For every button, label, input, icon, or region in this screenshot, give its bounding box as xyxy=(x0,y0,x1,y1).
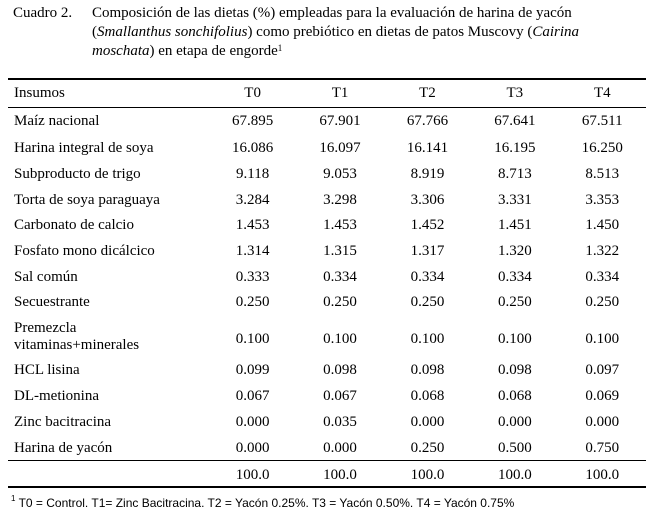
table-cell: 0.100 xyxy=(323,331,357,348)
ingredient-name: Sal común xyxy=(14,268,78,285)
column-header: T1 xyxy=(331,85,349,101)
table-cell: 0.098 xyxy=(410,362,445,379)
table-cell: 8.513 xyxy=(585,166,620,183)
footnote-mark: 1 xyxy=(11,494,16,503)
diet-composition-table xyxy=(8,80,646,489)
table-cell: 0.000 xyxy=(410,413,445,430)
table-cell: 1.320 xyxy=(497,243,532,260)
table-cell: 0.099 xyxy=(235,362,270,379)
table-cell: 0.250 xyxy=(410,294,445,311)
column-header: T2 xyxy=(419,85,436,101)
total-cell: 100.0 xyxy=(497,467,532,484)
total-cell: 100.0 xyxy=(585,467,620,484)
table-cell: 1.315 xyxy=(323,243,357,260)
table-cell: 0.100 xyxy=(497,331,532,348)
table-row xyxy=(8,213,646,239)
ingredient-name: Secuestrante xyxy=(14,294,90,311)
table-cell: 0.500 xyxy=(497,440,532,457)
table-cell: 0.098 xyxy=(323,362,357,379)
table-cell: 67.511 xyxy=(581,113,623,129)
table-cell: 0.100 xyxy=(235,331,270,348)
table-cell: 16.195 xyxy=(494,140,536,157)
table-cell: 3.331 xyxy=(497,191,532,208)
table-cell: 67.901 xyxy=(319,113,361,129)
table-header-row xyxy=(8,80,646,107)
table-row xyxy=(8,358,646,384)
table-cell: 1.451 xyxy=(497,217,532,234)
table-cell: 0.098 xyxy=(497,362,532,379)
table-cell: 8.713 xyxy=(497,166,532,183)
table-cell: 0.334 xyxy=(585,268,620,285)
table-row xyxy=(8,409,646,435)
table-cell: 0.100 xyxy=(410,331,445,348)
table-cell: 0.069 xyxy=(585,387,620,404)
table-cell: 1.317 xyxy=(410,243,445,260)
table-cell: 67.895 xyxy=(232,113,274,129)
table-cell: 0.250 xyxy=(497,294,532,311)
table-cell: 0.250 xyxy=(585,294,620,311)
table-cell: 0.035 xyxy=(323,413,357,430)
table-cell: 0.334 xyxy=(410,268,445,285)
table-cell: 0.097 xyxy=(585,362,620,379)
table-cell: 0.068 xyxy=(497,387,532,404)
table-cell: 1.453 xyxy=(235,217,270,234)
table-cell: 0.100 xyxy=(585,331,620,348)
ingredient-name: HCL lisina xyxy=(14,362,80,379)
table-cell: 0.068 xyxy=(410,387,445,404)
table-row xyxy=(8,162,646,188)
table-cell: 16.097 xyxy=(319,140,361,157)
table-cell: 0.334 xyxy=(497,268,532,285)
table-row xyxy=(8,136,646,162)
footnote-text: T0 = Control. T1= Zinc Bacitracina. T2 = Yacón 0.25%. T3 = Yacón 0.50%. T4 = Yacón 0.75% xyxy=(15,496,515,510)
table-row xyxy=(8,264,646,290)
ingredient-name: Torta de soya paraguaya xyxy=(14,191,160,208)
ingredient-name: Carbonato de calcio xyxy=(14,217,134,234)
table-row xyxy=(8,435,646,463)
total-cell: 100.0 xyxy=(410,467,445,484)
table-cell: 0.000 xyxy=(235,440,270,457)
column-header: T3 xyxy=(506,85,524,101)
table-cell: 0.250 xyxy=(235,294,270,311)
table-row xyxy=(8,239,646,265)
ingredient-name: Fosfato mono dicálcico xyxy=(14,243,155,260)
ingredient-name: Harina integral de soya xyxy=(14,140,154,157)
ingredient-name: Zinc bacitracina xyxy=(14,413,112,430)
table-cell: 3.353 xyxy=(585,191,620,208)
table-cell: 0.000 xyxy=(235,413,270,430)
table-cell: 3.306 xyxy=(410,191,445,208)
total-cell: 100.0 xyxy=(323,467,357,484)
table-cell: 0.250 xyxy=(410,440,445,457)
column-header: T0 xyxy=(244,85,261,101)
ingredient-name: DL-metionina xyxy=(14,387,99,404)
table-cell: 0.334 xyxy=(323,268,357,285)
table-cell: 1.322 xyxy=(585,243,620,260)
table-caption xyxy=(13,4,645,61)
totals-label-empty xyxy=(8,463,209,489)
table-row xyxy=(8,107,646,136)
table-cell: 0.000 xyxy=(323,440,357,457)
table-cell: 3.284 xyxy=(235,191,270,208)
table-row xyxy=(8,187,646,213)
table-row xyxy=(8,316,646,358)
table-cell: 67.766 xyxy=(406,113,449,129)
table-cell: 9.053 xyxy=(323,166,357,183)
table-cell: 0.750 xyxy=(585,440,620,457)
table-cell: 0.000 xyxy=(585,413,620,430)
table-cell: 3.298 xyxy=(323,191,357,208)
table-row xyxy=(8,384,646,410)
ingredient-name: Harina de yacón xyxy=(14,440,113,457)
table-cell: 0.333 xyxy=(235,268,270,285)
table-cell: 1.452 xyxy=(410,217,445,234)
totals-row xyxy=(8,463,646,489)
table-cell: 16.141 xyxy=(406,140,449,157)
table-row xyxy=(8,290,646,316)
ingredient-name: Premezcla vitaminas+minerales xyxy=(14,319,140,353)
table-cell: 0.250 xyxy=(323,294,357,311)
caption-footnote-mark: 1 xyxy=(277,43,283,53)
table-cell: 16.250 xyxy=(581,140,623,157)
table-cell: 1.314 xyxy=(235,243,270,260)
total-cell: 100.0 xyxy=(235,467,270,484)
column-header: T4 xyxy=(593,85,611,101)
caption-label: Cuadro 2. xyxy=(13,5,73,21)
table-cell: 0.067 xyxy=(323,387,357,404)
table-footnote xyxy=(11,496,514,510)
caption-text: Composición de las dietas (%) empleadas para la evaluación de harina de yacón (Smallanthus sonchifolius) como prebiótico en dietas de patos Muscovy (Cairina moschata) en etapa de engorde$^1$ xyxy=(92,5,580,59)
table-cell: 9.118 xyxy=(236,166,270,183)
table-cell: 16.086 xyxy=(232,140,274,157)
table-cell: 0.067 xyxy=(235,387,270,404)
table-cell: 1.453 xyxy=(323,217,357,234)
table-cell: 0.000 xyxy=(497,413,532,430)
table-cell: 8.919 xyxy=(410,166,445,183)
ingredient-name: Subproducto de trigo xyxy=(14,166,141,183)
ingredient-name: Maíz nacional xyxy=(14,113,100,129)
table-cell: 1.450 xyxy=(585,217,620,234)
column-header: Insumos xyxy=(14,85,65,101)
table-cell: 67.641 xyxy=(494,113,536,129)
